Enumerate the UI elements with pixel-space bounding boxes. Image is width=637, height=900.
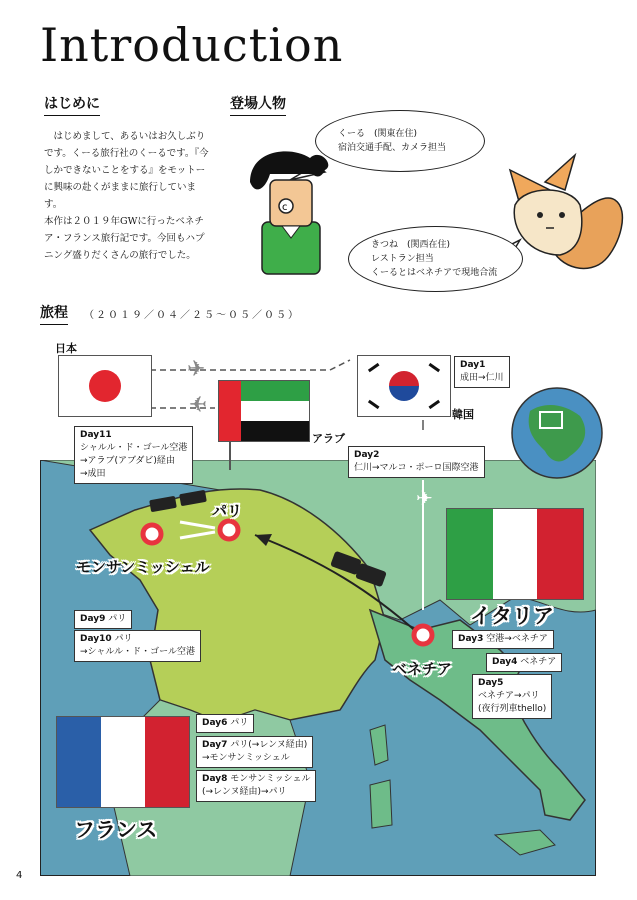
japan-flag [58, 355, 152, 417]
intro-line: です。くーる旅行社のくーるです。『今 [44, 148, 209, 159]
kitsune-bubble [348, 226, 523, 292]
day-text: →アラブ(アブダビ)経由 [80, 456, 175, 466]
itinerary-day9 [74, 610, 132, 629]
day-text: ベネチア→パリ [478, 691, 540, 701]
day-text: 成田→仁川 [460, 373, 504, 383]
day-number: Day9 [80, 614, 106, 624]
day-text: →成田 [80, 469, 106, 479]
intro-line: しかできないことをする』をモットー [44, 165, 206, 176]
paris-marker [220, 521, 238, 539]
itinerary-day8 [196, 770, 316, 802]
route-heading: 旅程 [40, 302, 68, 325]
itinerary-day3 [452, 630, 554, 649]
uae-flag [218, 380, 310, 442]
kitsune-line: くーるとはベネチアで現地合流 [371, 268, 498, 278]
kuuru-bubble [315, 110, 485, 172]
day-number: Day8 [202, 774, 228, 784]
korea-flag [357, 355, 451, 417]
venice-marker [414, 626, 432, 644]
day-text: シャルル・ド・ゴール空港 [80, 443, 188, 453]
kitsune-character [510, 155, 622, 268]
day-text: パリ [230, 718, 249, 728]
page-title: Introduction [40, 18, 344, 72]
page-number: 4 [16, 870, 23, 881]
intro-line: はじめまして、あるいはお久しぶり [44, 131, 206, 142]
kuuru-line: くーる (関東在住) [338, 129, 418, 139]
korea-label: 韓国 [452, 408, 474, 421]
italy-label: イタリア [470, 604, 554, 628]
intro-line: ア・フランス旅行記です。今回もハプ [44, 233, 205, 244]
uae-label: アラブ [312, 432, 345, 445]
mont-saint-michel-label: モンサンミッシェル [76, 558, 210, 576]
day-text: (夜行列車thello) [478, 704, 547, 714]
day-text: パリ [114, 634, 133, 644]
italy-flag [446, 508, 584, 600]
day-number: Day10 [80, 634, 112, 644]
day-number: Day4 [492, 657, 518, 667]
paris-label: パリ [212, 502, 243, 520]
day-number: Day11 [80, 430, 112, 440]
france-label: フランス [74, 818, 158, 842]
kitsune-line: きつね (関西在住) [371, 240, 451, 250]
itinerary-day5 [472, 674, 552, 719]
intro-line: 本作は２０１９年GWに行ったベネチ [44, 216, 204, 227]
airplane-icon: ✈ [416, 486, 433, 510]
itinerary-day10 [74, 630, 201, 662]
intro-heading: はじめに [44, 93, 100, 116]
day-text: →モンサンミッシェル [202, 753, 290, 763]
kuuru-character [250, 151, 328, 274]
day-number: Day1 [460, 360, 486, 370]
day-number: Day7 [202, 740, 228, 750]
day-text: ベネチア [520, 657, 557, 667]
intro-line: ニング盛りだくさんの旅行でした。 [44, 250, 196, 261]
airplane-icon: ✈ [187, 357, 206, 382]
itinerary-day7 [196, 736, 313, 768]
day-text: モンサンミッシェル [230, 774, 311, 784]
day-number: Day6 [202, 718, 228, 728]
day-text: (→レンヌ経由)→パリ [202, 787, 287, 797]
day-text: 仁川→マルコ・ポーロ国際空港 [354, 463, 479, 473]
globe-icon [510, 386, 604, 480]
day-text: →シャルル・ド・ゴール空港 [80, 647, 195, 657]
itinerary-day1 [454, 356, 510, 388]
france-flag [56, 716, 190, 808]
intro-line: に興味の赴くがままに旅行しています。 [44, 182, 197, 210]
venice-label: ベネチア [392, 660, 453, 678]
characters-heading: 登場人物 [230, 93, 286, 116]
day-text: 空港→ベネチア [486, 634, 548, 644]
intro-paragraph [44, 128, 214, 264]
avatar-letter: c [282, 202, 288, 213]
itinerary-day2 [348, 446, 485, 478]
airplane-icon: ✈ [188, 393, 207, 418]
day-text: パリ(→レンヌ経由) [230, 740, 308, 750]
day-number: Day5 [478, 678, 504, 688]
day-number: Day3 [458, 634, 484, 644]
itinerary-day11 [74, 426, 193, 484]
day-number: Day2 [354, 450, 380, 460]
kitsune-line: レストラン担当 [371, 254, 434, 264]
route-dates: （２０１９／０４／２５～０５／０５） [84, 310, 300, 321]
mont-saint-michel-marker [143, 525, 161, 543]
itinerary-day4 [486, 653, 562, 672]
day-text: パリ [108, 614, 127, 624]
japan-label: 日本 [55, 342, 77, 355]
itinerary-day6 [196, 714, 254, 733]
kuuru-line: 宿泊交通手配、カメラ担当 [338, 143, 447, 153]
